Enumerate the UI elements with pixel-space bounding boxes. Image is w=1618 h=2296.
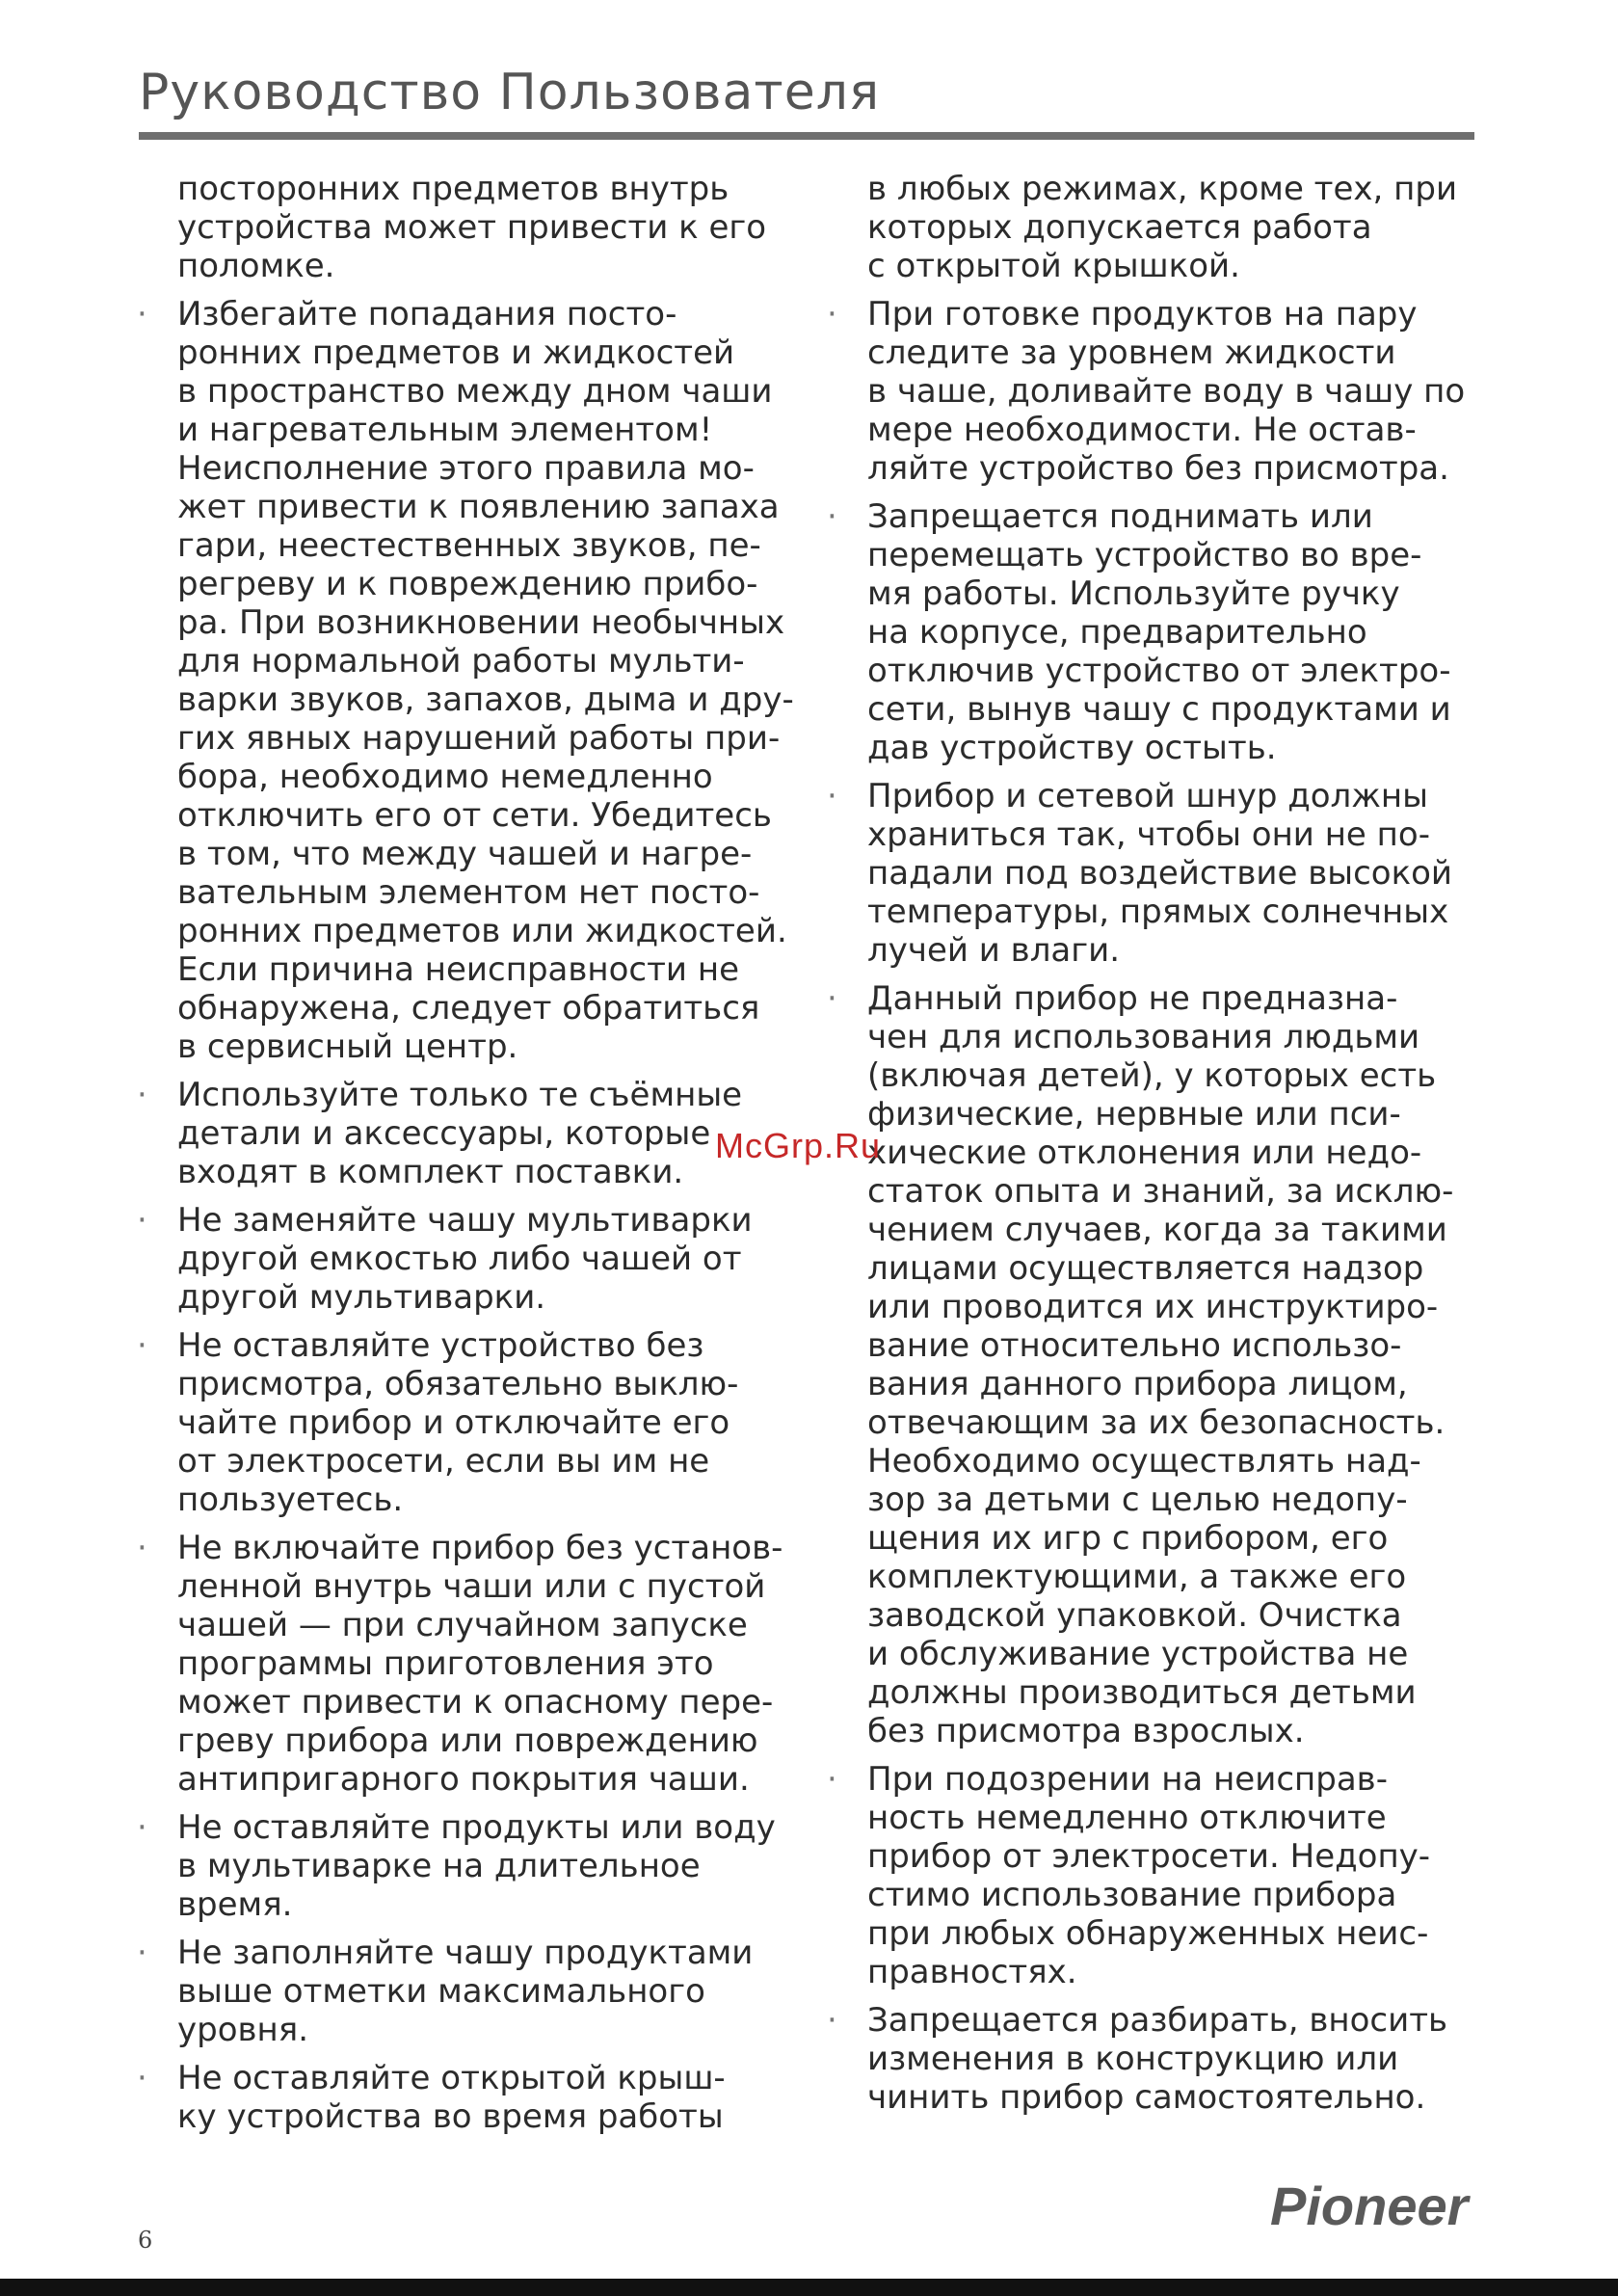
text-line: посторонних предметов внутрь bbox=[177, 170, 729, 208]
text-line: может привести к опасному пере- bbox=[177, 1683, 774, 1722]
bullet-item bbox=[867, 979, 1484, 1750]
text-line: комплектующими, а также его bbox=[867, 1558, 1407, 1596]
text-line: входят в комплект поставки. bbox=[177, 1153, 684, 1191]
text-line: варки звуков, запахов, дыма и дру- bbox=[177, 681, 794, 719]
text-line: · Запрещается поднимать или bbox=[867, 497, 1373, 536]
right-column bbox=[867, 170, 1484, 2126]
text-line: в мультиварке на длительное bbox=[177, 1847, 701, 1885]
text-line: ронних предметов или жидкостей. bbox=[177, 912, 787, 950]
text-line: (включая детей), у которых есть bbox=[867, 1056, 1437, 1095]
text-line: правностях. bbox=[867, 1953, 1077, 1991]
text-line: Если причина неисправности не bbox=[177, 950, 739, 989]
page-title: Руководство Пользователя bbox=[139, 64, 881, 121]
text-line: в любых режимах, кроме тех, при bbox=[867, 170, 1458, 208]
text-line: регреву и к повреждению прибо- bbox=[177, 565, 758, 603]
bullet-item bbox=[867, 777, 1484, 970]
text-line: время. bbox=[177, 1885, 293, 1924]
text-line: при любых обнаруженных неис- bbox=[867, 1914, 1429, 1953]
text-line: чен для использования людьми bbox=[867, 1018, 1420, 1056]
text-line: Неисполнение этого правила мо- bbox=[177, 449, 755, 488]
text-line: в том, что между чашей и нагре- bbox=[177, 835, 753, 873]
bullet-item bbox=[177, 1326, 800, 1519]
text-line: лучей и влаги. bbox=[867, 931, 1121, 970]
bullet-item bbox=[177, 1529, 800, 1799]
text-line: · Прибор и сетевой шнур должны bbox=[867, 777, 1428, 815]
text-line: прибор от электросети. Недопу- bbox=[867, 1837, 1431, 1876]
text-line: · Не включайте прибор без установ- bbox=[177, 1529, 783, 1567]
text-line: или проводится их инструктиро- bbox=[867, 1288, 1439, 1326]
text-line: гих явных нарушений работы при- bbox=[177, 719, 781, 758]
text-line: ронних предметов и жидкостей bbox=[177, 334, 735, 372]
bullet-item bbox=[177, 1808, 800, 1924]
text-line: от электросети, если вы им не bbox=[177, 1442, 710, 1481]
text-line: · Запрещается разбирать, вносить bbox=[867, 2001, 1448, 2040]
text-line: · При подозрении на неисправ- bbox=[867, 1760, 1388, 1799]
text-line: перемещать устройство во вре- bbox=[867, 536, 1422, 574]
bullet-item bbox=[177, 1934, 800, 2049]
text-line: стимо использование прибора bbox=[867, 1876, 1397, 1914]
text-line: дав устройству остыть. bbox=[867, 729, 1277, 767]
text-line: гари, неестественных звуков, пе- bbox=[177, 526, 761, 565]
text-line: ляйте устройство без присмотра. bbox=[867, 449, 1449, 488]
text-line: ра. При возникновении необычных bbox=[177, 603, 785, 642]
bullet-item bbox=[867, 497, 1484, 767]
text-line: устройства может привести к его bbox=[177, 208, 767, 247]
text-line: чашей — при случайном запуске bbox=[177, 1606, 748, 1644]
text-line: мя работы. Используйте ручку bbox=[867, 574, 1400, 613]
text-line: следите за уровнем жидкости bbox=[867, 334, 1396, 372]
header-divider bbox=[139, 132, 1474, 140]
text-line: · Используйте только те съёмные bbox=[177, 1076, 743, 1114]
text-line: и обслуживание устройства не bbox=[867, 1635, 1409, 1673]
text-line: детали и аксессуары, которые bbox=[177, 1114, 711, 1153]
text-line: на корпусе, предварительно bbox=[867, 613, 1367, 652]
text-line: пользуетесь. bbox=[177, 1481, 404, 1519]
text-line: в чаше, доливайте воду в чашу по bbox=[867, 372, 1466, 411]
text-line: поломке. bbox=[177, 247, 335, 285]
text-line: должны производиться детьми bbox=[867, 1673, 1417, 1712]
text-line: бора, необходимо немедленно bbox=[177, 758, 713, 796]
text-line: без присмотра взрослых. bbox=[867, 1712, 1305, 1750]
text-line: · Данный прибор не предназна- bbox=[867, 979, 1398, 1018]
text-line: ку устройства во время работы bbox=[177, 2097, 724, 2136]
text-line: ленной внутрь чаши или с пустой bbox=[177, 1567, 766, 1606]
text-line: изменения в конструкцию или bbox=[867, 2040, 1399, 2078]
text-line: и нагревательным элементом! bbox=[177, 411, 713, 449]
text-line: отключить его от сети. Убедитесь bbox=[177, 796, 772, 835]
bullet-item bbox=[177, 2059, 800, 2136]
bullet-item bbox=[867, 1760, 1484, 1991]
text-line: отключив устройство от электро- bbox=[867, 652, 1451, 690]
text-line: присмотра, обязательно выклю- bbox=[177, 1365, 739, 1403]
bottom-band bbox=[0, 2279, 1618, 2296]
text-line: · Не заполняйте чашу продуктами bbox=[177, 1934, 754, 1972]
text-line: зор за детьми с целью недопу- bbox=[867, 1481, 1408, 1519]
text-line: физические, нервные или пси- bbox=[867, 1095, 1401, 1134]
text-line: · При готовке продуктов на пару bbox=[867, 295, 1418, 334]
text-line: уровня. bbox=[177, 2011, 309, 2049]
text-line: которых допускается работа bbox=[867, 208, 1372, 247]
text-line: · Избегайте попадания посто- bbox=[177, 295, 677, 334]
text-line: греву прибора или повреждению bbox=[177, 1722, 758, 1760]
text-line: в сервисный центр. bbox=[177, 1028, 518, 1066]
brand-logo: Pioneer bbox=[1270, 2176, 1469, 2236]
text-line: в пространство между дном чаши bbox=[177, 372, 773, 411]
text-line: жет привести к появлению запаха bbox=[177, 488, 780, 526]
text-line: выше отметки максимального bbox=[177, 1972, 705, 2011]
text-line: щения их игр с прибором, его bbox=[867, 1519, 1389, 1558]
text-line: чинить прибор самостоятельно. bbox=[867, 2078, 1426, 2117]
bullet-item bbox=[867, 2001, 1484, 2117]
text-line: мере необходимости. Не остав- bbox=[867, 411, 1417, 449]
text-line: заводской упаковкой. Очистка bbox=[867, 1596, 1402, 1635]
text-line: падали под воздействие высокой bbox=[867, 854, 1453, 893]
text-line: другой мультиварки. bbox=[177, 1278, 546, 1317]
text-line: антипригарного покрытия чаши. bbox=[177, 1760, 750, 1799]
bullet-item bbox=[177, 295, 800, 1066]
text-line: вательным элементом нет посто- bbox=[177, 873, 760, 912]
text-line: вания данного прибора лицом, bbox=[867, 1365, 1408, 1403]
text-line: храниться так, чтобы они не по- bbox=[867, 815, 1430, 854]
text-line: с открытой крышкой. bbox=[867, 247, 1240, 285]
text-line: Необходимо осуществлять над- bbox=[867, 1442, 1421, 1481]
text-line: · Не оставляйте устройство без bbox=[177, 1326, 704, 1365]
text-line: обнаружена, следует обратиться bbox=[177, 989, 760, 1028]
bullet-item bbox=[177, 1076, 800, 1191]
text-line: чением случаев, когда за такими bbox=[867, 1211, 1447, 1249]
page-number: 6 bbox=[138, 2227, 153, 2254]
text-line: чайте прибор и отключайте его bbox=[177, 1403, 730, 1442]
text-line: · Не оставляйте продукты или воду bbox=[177, 1808, 776, 1847]
text-line: программы приготовления это bbox=[177, 1644, 714, 1683]
text-line: температуры, прямых солнечных bbox=[867, 893, 1449, 931]
bullet-item bbox=[867, 295, 1484, 488]
text-line: · Не заменяйте чашу мультиварки bbox=[177, 1201, 753, 1240]
continued-paragraph bbox=[867, 170, 1484, 285]
text-line: другой емкостью либо чашей от bbox=[177, 1240, 742, 1278]
text-line: вание относительно использо- bbox=[867, 1326, 1402, 1365]
text-line: статок опыта и знаний, за исклю- bbox=[867, 1172, 1454, 1211]
text-line: лицами осуществляется надзор bbox=[867, 1249, 1424, 1288]
left-column bbox=[177, 170, 800, 2146]
text-line: сети, вынув чашу с продуктами и bbox=[867, 690, 1451, 729]
continued-paragraph bbox=[177, 170, 800, 285]
bullet-item bbox=[177, 1201, 800, 1317]
text-line: отвечающим за их безопасность. bbox=[867, 1403, 1446, 1442]
text-line: ность немедленно отключите bbox=[867, 1799, 1387, 1837]
text-line: · Не оставляйте открытой крыш- bbox=[177, 2059, 726, 2097]
text-line: для нормальной работы мульти- bbox=[177, 642, 745, 681]
text-line: хические отклонения или недо- bbox=[867, 1134, 1422, 1172]
watermark: McGrp.Ru bbox=[715, 1126, 882, 1165]
